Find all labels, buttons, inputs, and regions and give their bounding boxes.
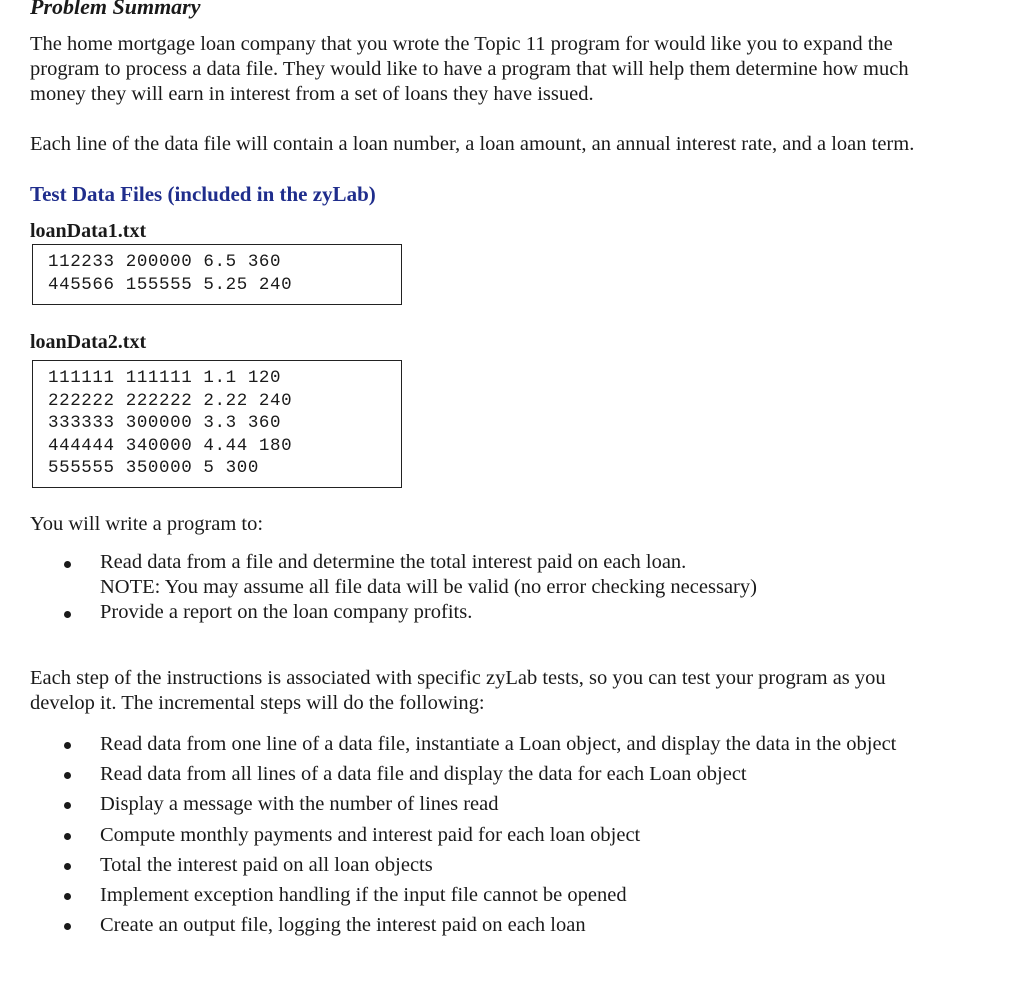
step-text: Compute monthly payments and interest paid for each loan object xyxy=(100,823,641,846)
intro-line: The home mortgage loan company that you wrote the Topic 11 program for would like you to expand the xyxy=(30,33,893,55)
data-line: 445566 155555 5.25 240 xyxy=(48,274,293,295)
bullet-icon xyxy=(64,561,71,568)
test-data-heading: Test Data Files (included in the zyLab) xyxy=(30,182,376,206)
step-text: Display a message with the number of lines read xyxy=(100,793,499,816)
data-line: 444444 340000 4.44 180 xyxy=(48,435,293,456)
list-item xyxy=(60,600,757,625)
step-text: Create an output file, logging the interest paid on each loan xyxy=(100,914,586,937)
task-intro-text: You will write a program to: xyxy=(30,513,264,535)
data-line: 333333 300000 3.3 360 xyxy=(48,413,282,433)
file-label-loandata1: loanData1.txt xyxy=(30,220,147,242)
list-item xyxy=(60,550,757,600)
bullet-icon xyxy=(64,611,71,618)
steps-intro-paragraph xyxy=(30,666,990,716)
data-line: 555555 350000 5 300 xyxy=(48,458,259,478)
data-line: 111111 111111 1.1 120 xyxy=(48,368,282,388)
step-text: Read data from one line of a data file, instantiate a Loan object, and display the data in the object xyxy=(100,733,897,755)
bullet-icon xyxy=(64,923,71,930)
task-note: NOTE: You may assume all file data will be valid (no error checking necessary) xyxy=(100,576,757,598)
bullet-icon xyxy=(64,863,71,870)
bullet-icon xyxy=(64,893,71,900)
list-item xyxy=(60,850,896,880)
task-text: Read data from a file and determine the total interest paid on each loan. xyxy=(100,551,687,573)
steps-list xyxy=(60,729,896,940)
steps-intro-line: develop it. The incremental steps will do the following: xyxy=(30,692,485,714)
list-item xyxy=(60,910,896,940)
list-item xyxy=(60,820,896,850)
list-item xyxy=(60,880,896,910)
page-title: Problem Summary xyxy=(30,0,201,19)
intro-line: program to process a data file. They would like to have a program that will help them determine how much xyxy=(30,58,909,80)
list-item xyxy=(60,789,896,819)
intro-line: money they will earn in interest from a set of loans they have issued. xyxy=(30,83,594,105)
step-text: Total the interest paid on all loan objects xyxy=(100,853,433,876)
list-item xyxy=(60,759,896,789)
file-label-loandata2: loanData2.txt xyxy=(30,331,147,353)
step-text: Read data from all lines of a data file and display the data for each Loan object xyxy=(100,763,747,786)
file-contents-loandata1 xyxy=(32,244,402,305)
file-format-paragraph xyxy=(30,132,990,157)
list-item xyxy=(60,729,896,759)
task-text: Provide a report on the loan company profits. xyxy=(100,601,473,623)
bullet-icon xyxy=(64,772,71,779)
steps-intro-line: Each step of the instructions is associated with specific zyLab tests, so you can test your program as you xyxy=(30,667,886,689)
step-text: Implement exception handling if the input file cannot be opened xyxy=(100,884,627,907)
bullet-icon xyxy=(64,742,71,749)
file-contents-loandata2 xyxy=(32,360,402,488)
task-list xyxy=(60,550,757,625)
file-format-text: Each line of the data file will contain a loan number, a loan amount, an annual interest rate, and a loan term. xyxy=(30,133,915,155)
task-intro xyxy=(30,512,990,537)
data-line: 112233 200000 6.5 360 xyxy=(48,252,282,272)
bullet-icon xyxy=(64,802,71,809)
intro-paragraph xyxy=(30,32,990,107)
bullet-icon xyxy=(64,833,71,840)
data-line: 222222 222222 2.22 240 xyxy=(48,390,293,411)
